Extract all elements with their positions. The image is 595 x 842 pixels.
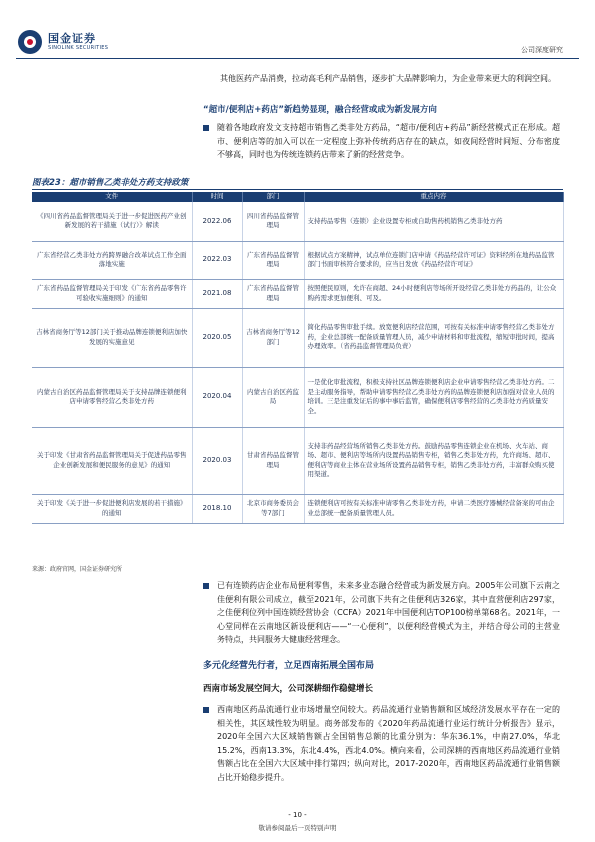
company-logo (18, 30, 108, 54)
cell-document: 广东省经营乙类非处方药跨界融合改革试点工作全面落地实施 (32, 241, 192, 279)
figure-title: 图表23：超市销售乙类非处方药支持政策 (32, 178, 189, 188)
cell-time: 2020.04 (192, 367, 242, 427)
cell-department: 北京市商务委员会等7部门 (242, 494, 304, 523)
policy-table (32, 192, 564, 524)
cell-department: 广东省药品监督管理局 (242, 279, 304, 308)
figure-source: 来源：政府官网，国金证券研究所 (32, 566, 123, 573)
cell-document: 《四川省药品监督管理局关于进一步促进医药产业创新发展的若干措施（试行）》解读 (32, 202, 192, 241)
bullet-supermarket (203, 121, 560, 162)
cell-department: 广东省药品监督管理局 (242, 241, 304, 279)
cell-time: 2022.03 (192, 241, 242, 279)
cell-key-content: 连锁便利店可按有关标准申请零售乙类非处方药，申请二类医疗器械经营备案的可由企业总部统一配备质量管理人员。 (304, 494, 563, 523)
cell-time: 2020.03 (192, 427, 242, 494)
table-row (32, 427, 563, 494)
logo-icon (18, 30, 42, 54)
footer-disclaimer: 敬请参阅最后一页特别声明 (258, 824, 337, 832)
cell-key-content: 支持药品零售（连锁）企业设置专柜或自助售药机销售乙类非处方药 (304, 202, 563, 241)
table-header-row (32, 192, 563, 202)
cell-department: 吉林省商务厅等12部门 (242, 308, 304, 367)
section-heading-supermarket: “超市/便利店+药店”新趋势显现，融合经营或成为新发展方向 (203, 105, 437, 115)
cell-document: 吉林省商务厅等12部门关于推动品牌连锁便利店加快发展的实施意见 (32, 308, 192, 367)
subsection-heading-southwest: 西南市场发展空间大，公司深耕细作稳健增长 (203, 684, 374, 694)
report-type-label: 公司深度研究 (521, 46, 563, 54)
cell-key-content: 按照便民原则，允许在商超、24小时便利店等场所开设经营乙类非处方药品的，让公众购药需求更加便利、可及。 (304, 279, 563, 308)
table-row (32, 367, 563, 427)
column-header-time: 时间 (192, 192, 242, 202)
page-number: - 10 - (288, 811, 307, 819)
column-header-key-content: 重点内容 (304, 192, 563, 202)
cell-document: 关于印发《关于进一步促进便利店发展的若干措施》的通知 (32, 494, 192, 523)
cell-department: 甘肃省药品监督管理局 (242, 427, 304, 494)
cell-department: 四川省药品监督管理局 (242, 202, 304, 241)
column-header-document: 文件 (32, 192, 192, 202)
bullet-southwest-text: 西南地区药品流通行业市场增量空间较大。药品流通行业销售额和区域经济发展水平存在一定的相关性，其区域性较为明显。商务部发布的《2020年药品流通行业运行统计分析报告》显示，2020年全国六大区域销售额占全国销售总额的比重分别为：华东36.1%，中南27.0%，华北15.2%，西南13.3%，东北4.4%，西北4.0%。横向来看，公司深耕的西南地区药品流通行业销售额占比在全国六大区域中排行第四；纵向对比，2017-2020年，西南地区药品流通行业销售额占比开始稳步提升。 (217, 705, 560, 782)
bullet-southwest (203, 703, 560, 784)
cell-document: 关于印发《甘肃省药品监督管理局关于促进药品零售企业创新发展和便民服务的意见》的通知 (32, 427, 192, 494)
cell-time: 2018.10 (192, 494, 242, 523)
cell-key-content: 支持非药品经营场所销售乙类非处方药。鼓励药品零售连锁企业在机场、火车站、商场、超市、便利店等场所内设置药品销售专柜，销售乙类非处方药，允许商场、超市、便利店等商业主体在营业场所设置药品销售专柜，销售乙类非处方药，丰富群众购买使用渠道。 (304, 427, 563, 494)
cell-key-content: 简化药品零售审批手续。放宽便利店经营范围，可按有关标准申请零售经营乙类非处方药，企业总部统一配备质量管理人员，减少申请材料和审批流程，缩短审批时间，提高办理效率。（省药品监督管理局负责） (304, 308, 563, 367)
figure-title-divider (32, 189, 563, 190)
table-row (32, 279, 563, 308)
bullet-square-icon (203, 707, 209, 713)
column-header-department: 部门 (242, 192, 304, 202)
table-row (32, 308, 563, 367)
cell-department: 内蒙古自治区药监局 (242, 367, 304, 427)
bullet-square-icon (203, 583, 209, 589)
bullet-square-icon (203, 125, 209, 131)
table-row (32, 494, 563, 523)
logo-chinese-name: 国金证券 (48, 31, 96, 45)
cell-time: 2021.08 (192, 279, 242, 308)
cell-time: 2022.06 (192, 202, 242, 241)
cell-time: 2020.05 (192, 308, 242, 367)
intro-continuation-paragraph: 其他医药产品消费，拉动高毛利产品销售，逐步扩大品牌影响力，为企业带来更大的利润空间。 (220, 74, 556, 83)
table-row (32, 202, 563, 241)
logo-english-name: SINOLINK SECURITIES (48, 44, 109, 51)
header-divider (16, 58, 579, 59)
cell-document: 内蒙古自治区药品监督管理局关于支持品牌连锁便利店申请零售经营乙类非处方药 (32, 367, 192, 427)
bullet-supermarket-text: 随着各地政府发文支持超市销售乙类非处方药品，“超市/便利店+药品”新经营模式正在形成。超市、便利店等的加入可以在一定程度上弥补传统药店存在的缺点，如夜间经营时间短、分布密度不够高，同时也为传统连锁药店带来了新的经营竞争。 (217, 123, 560, 159)
table-row (32, 241, 563, 279)
cell-key-content: 根据试点方案精神，试点单位连锁门店申请《药品经营许可证》资料经所在地药品监管部门书面审核符合要求的，应当日发放《药品经营许可证》 (304, 241, 563, 279)
section-heading-diversified: 多元化经营先行者，立足西南拓展全国布局 (203, 661, 375, 671)
bullet-chain-pharmacy (203, 579, 560, 647)
page-header (0, 0, 595, 72)
cell-document: 广东省药品监督管理局关于印发《广东省药品零售许可验收实施细则》的通知 (32, 279, 192, 308)
cell-key-content: 一是优化审批流程，积极支持社区品牌连锁便利店企业申请零售经营乙类非处方药。二是主动服务指导，帮助申请零售经营乙类非处方药的品牌连锁便利店加强对营业人员的培训。三是注重发证后的事中事后监管，确保便利店零售经营的乙类非处方药质量安全。 (304, 367, 563, 427)
bullet-chain-pharmacy-text: 已有连锁药店企业布局便利零售，未来多业态融合经营或为新发展方向。2005年公司旗下云南之佳便利有限公司成立，截至2021年，公司旗下共有之佳便利店326家，其中直营便利店297家，之佳便利位列中国连锁经营协会（CCFA）2021年中国便利店TOP100榜单第68名。2021年，一心堂同样在云南地区新设便利店——“一心便利”，以便利经营模式为主，并结合母公司的主营业务特点，共同服务大健康经营理念。 (217, 581, 560, 644)
